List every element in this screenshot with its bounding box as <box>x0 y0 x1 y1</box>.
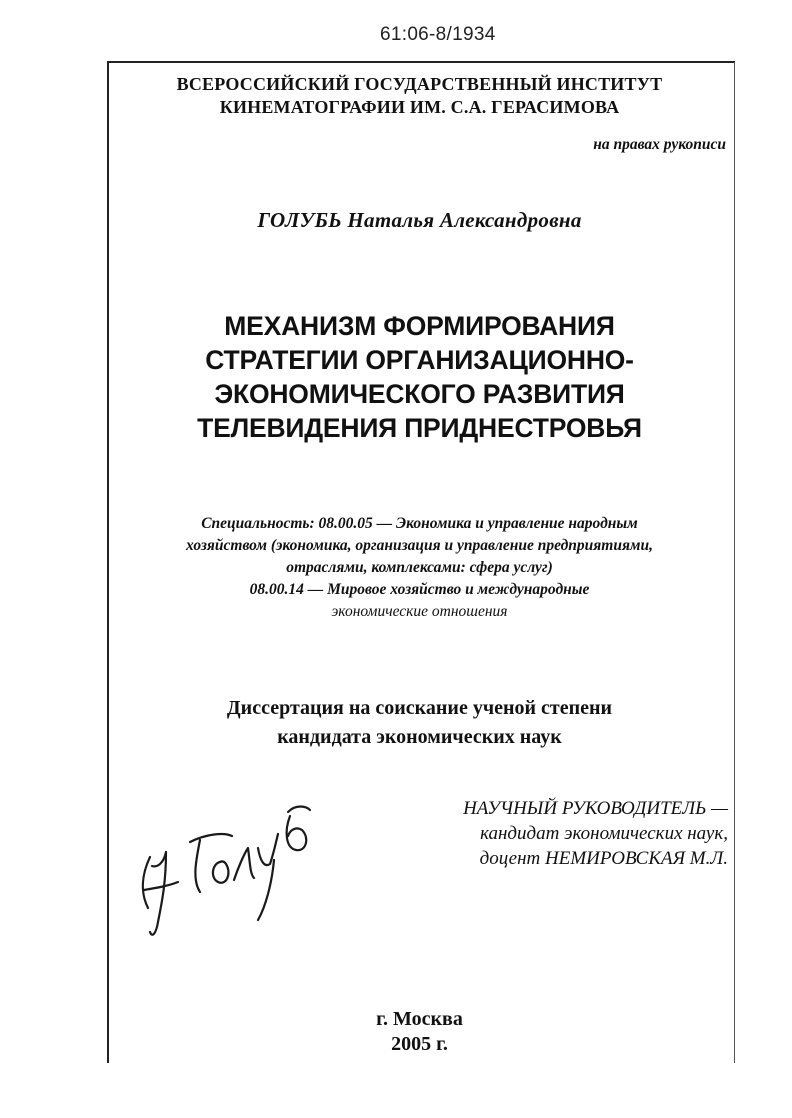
institute-name-line2: КИНЕМАТОГРАФИИ ИМ. С.А. ГЕРАСИМОВА <box>219 97 620 117</box>
specialty-line-1: Специальность: 08.00.05 — Экономика и управление народным <box>201 515 638 532</box>
city-and-year <box>107 1007 732 1057</box>
supervisor-name: НЕМИРОВСКАЯ М.Л. <box>545 848 728 869</box>
institute-name-line1: ВСЕРОССИЙСКИЙ ГОСУДАРСТВЕННЫЙ ИНСТИТУТ <box>176 74 663 94</box>
supervisor-line-1: НАУЧНЫЙ РУКОВОДИТЕЛЬ — <box>463 798 728 819</box>
specialty-line-2: хозяйством (экономика, организация и управление предприятиями, <box>185 537 654 554</box>
specialty-block <box>107 513 732 623</box>
manuscript-note: на правах рукописи <box>593 136 726 153</box>
title-line-1: МЕХАНИЗМ ФОРМИРОВАНИЯ <box>224 311 615 341</box>
supervisor-line-2: кандидат экономических наук, <box>480 823 728 844</box>
supervisor-line-3 <box>463 846 728 871</box>
title-line-2: СТРАТЕГИИ ОРГАНИЗАЦИОННО- <box>205 345 634 375</box>
degree-line-1: Диссертация на соискание ученой степени <box>226 697 613 719</box>
handwritten-signature <box>128 782 328 952</box>
title-line-3: ЭКОНОМИЧЕСКОГО РАЗВИТИЯ <box>214 379 625 409</box>
year: 2005 г. <box>391 1033 448 1055</box>
catalog-number: 61:06-8/1934 <box>380 24 496 45</box>
specialty-line-4: 08.00.14 — Мировое хозяйство и международные <box>249 581 590 598</box>
title-line-4: ТЕЛЕВИДЕНИЯ ПРИДНЕСТРОВЬЯ <box>197 413 642 443</box>
author-name: ГОЛУБЬ Наталья Александровна <box>257 208 582 232</box>
specialty-line-3: отраслями, комплексами: сфера услуг) <box>286 559 553 576</box>
degree-statement <box>107 694 732 752</box>
city: г. Москва <box>376 1008 463 1030</box>
supervisor-block <box>463 796 728 871</box>
specialty-line-5: экономические отношения <box>331 603 508 620</box>
supervisor-rank: доцент <box>479 848 545 869</box>
dissertation-title <box>107 309 732 445</box>
degree-line-2: кандидата экономических наук <box>277 726 562 748</box>
